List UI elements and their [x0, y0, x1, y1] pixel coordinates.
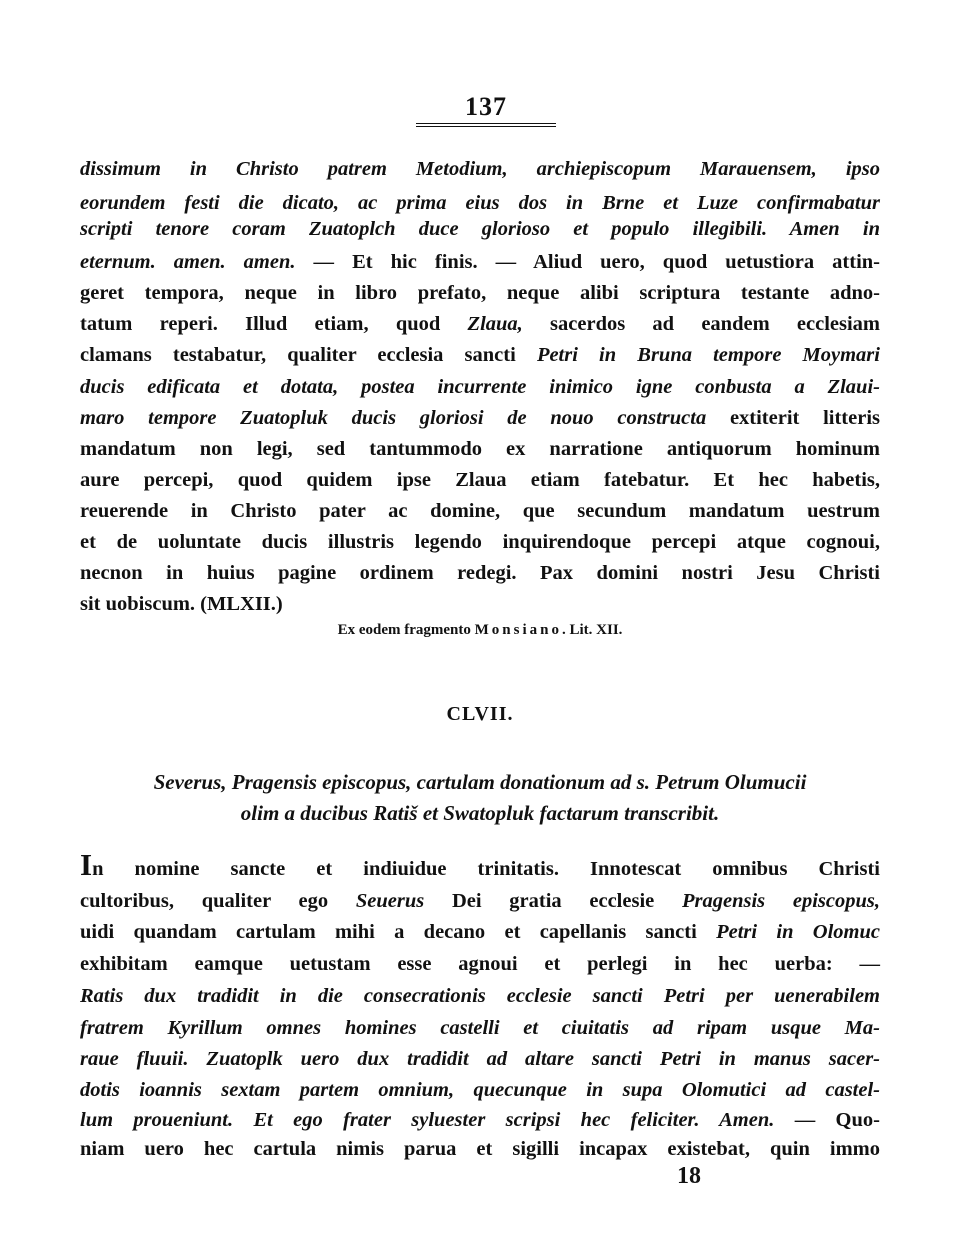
text-line: Ratis dux tradidit in die consecrationis ecclesie sancti Petri per uenerabilem [80, 985, 880, 1007]
text-line: scripti tenore coram Zuatoplch duce glorioso et populo illegibili. Amen in [80, 218, 880, 240]
signature-mark: 18 [677, 1163, 701, 1189]
text-line [80, 404, 880, 432]
roman-span: clamans testabatur, qualiter ecclesia sancti [80, 344, 537, 366]
text-line: aure percepi, quod quidem ipse Zlaua etiam fatebatur. Et hec habetis, [80, 469, 880, 491]
text-line: sit uobiscum. (MLXII.) [80, 593, 283, 615]
text-line: niam uero hec cartula nimis parua et sigilli incapax existebat, quin immo [80, 1138, 880, 1160]
summary-line: olim a ducibus Ratiš et Swatopluk factarum transcribit. [240, 801, 720, 825]
text-line [80, 248, 880, 276]
text-line [80, 918, 880, 946]
drop-cap: I [80, 847, 93, 882]
text-line: eorundem festi die dicato, ac prima eius dos in Brne et Luze confirmabatur [80, 192, 880, 214]
summary-line: Severus, Pragensis episcopus, cartulam donationum ad s. Petrum Olumucii [153, 770, 807, 794]
text-line [80, 341, 880, 369]
italic-span: Petri in Bruna tempore Moymari [536, 344, 880, 366]
text-line: dissimum in Christo patrem Metodium, archiepiscopum Marauensem, ipso [80, 158, 880, 180]
text-line: dotis ioannis sextam partem omnium, quecunque in supa Olomutici ad castel- [80, 1079, 880, 1101]
roman-span: sacerdos ad eandem ecclesiam [522, 313, 880, 335]
roman-span: extiterit litteris [706, 407, 880, 429]
source-name: Monsiano [474, 622, 562, 638]
text-line: reuerende in Christo pater ac domine, que secundum mandatum uestrum [80, 500, 880, 522]
text-line [80, 310, 880, 338]
italic-span: Pragensis episcopus, [681, 890, 880, 912]
italic-span: Seuerus [355, 890, 425, 912]
text-line: necnon in huius pagine ordinem redegi. Pax domini nostri Jesu Christi [80, 562, 880, 584]
text-line: raue fluuii. Zuatoplk uero dux tradidit ad altare sancti Petri in manus sacer- [80, 1048, 880, 1070]
text-line [80, 1106, 880, 1134]
roman-span: Dei gratia ecclesie [424, 890, 682, 912]
roman-span: tatum reperi. Illud etiam, quod [80, 313, 468, 335]
roman-span: uidi quandam cartulam mihi a decano et capellanis sancti [80, 921, 717, 943]
source-prefix: Ex eodem fragmento [337, 622, 475, 638]
text-line: ducis edificata et dotata, postea incurrente inimico igne conbusta a Zlaui- [80, 376, 880, 398]
italic-span: maro tempore Zuatopluk ducis gloriosi de nouo constructa [80, 407, 707, 429]
text-line: fratrem Kyrillum omnes homines castelli et ciuitatis ad ripam usque Ma- [80, 1017, 880, 1039]
text-line: mandatum non legi, sed tantummodo ex narratione antiquorum hominum [80, 438, 880, 460]
text-line: exhibitam eamque uetustam esse agnoui et perlegi in hec uerba: — [80, 953, 880, 975]
text-line [80, 847, 880, 883]
italic-span: Petri in Olomuc [716, 921, 880, 943]
source-note [0, 622, 960, 639]
text-line [80, 887, 880, 915]
page-number: 137 [465, 92, 507, 121]
italic-span: lum proueniunt. Et ego frater syluester scripsi hec feliciter. Amen. [80, 1109, 775, 1131]
text-line: geret tempora, neque in libro prefato, neque alibi scriptura testante adno- [80, 282, 880, 304]
roman-span: — Et hic finis. — Aliud uero, quod uetustiora attin- [295, 251, 881, 273]
header-rule-second [416, 126, 556, 127]
header-rule [416, 123, 556, 124]
italic-span: Zlaua, [467, 313, 523, 335]
source-suffix: . Lit. XII. [561, 622, 623, 638]
italic-span: eternum. amen. amen. [80, 251, 296, 273]
roman-span: — Quo- [774, 1109, 880, 1131]
roman-span: cultoribus, qualiter ego [80, 890, 356, 912]
roman-span: n nomine sancte et indiuidue trinitatis. Innotescat omnibus Christi [92, 858, 880, 880]
text-line: et de uoluntate ducis illustris legendo inquirendoque percepi atque cognoui, [80, 531, 880, 553]
document-number: CLVII. [446, 703, 514, 725]
